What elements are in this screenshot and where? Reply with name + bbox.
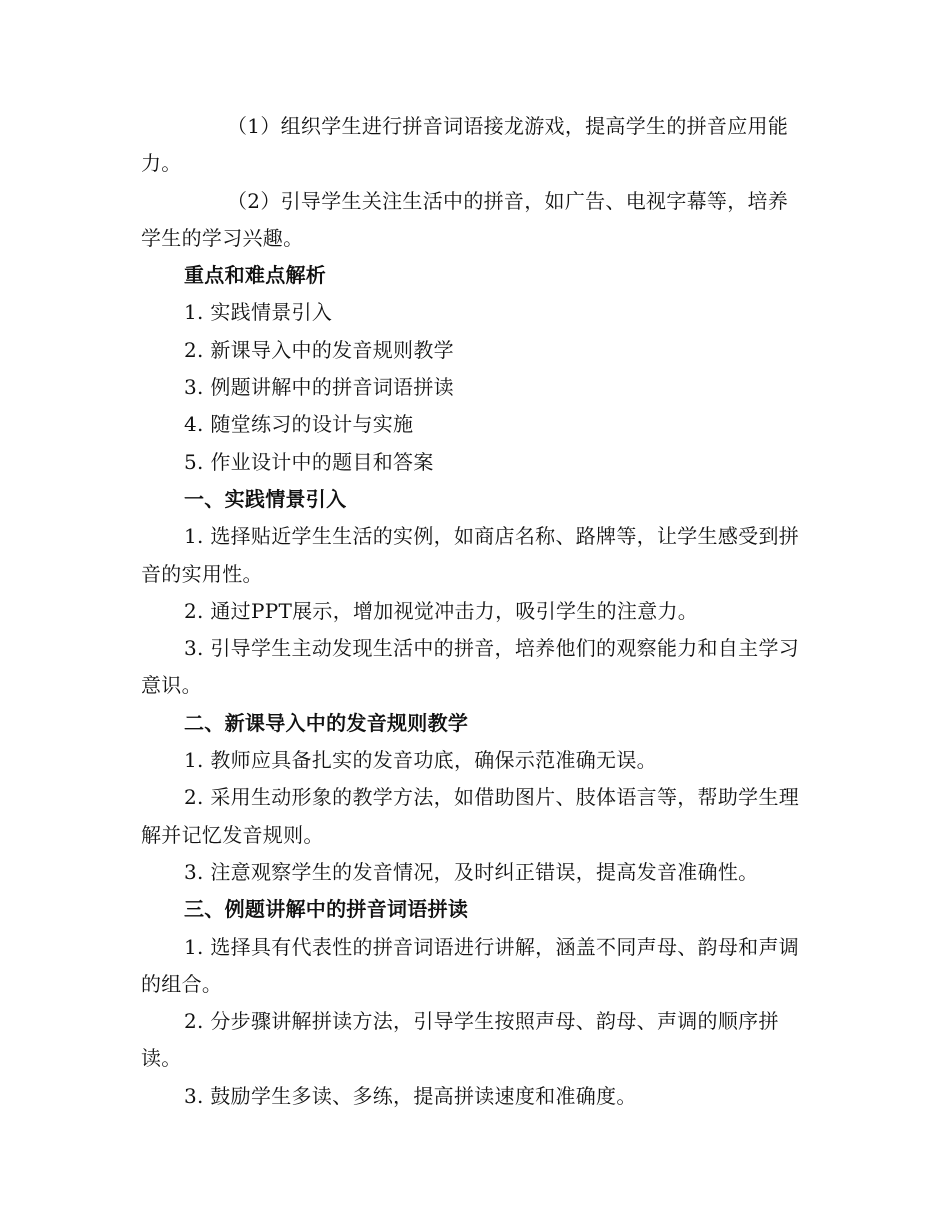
overview-heading: 重点和难点解析: [184, 263, 327, 288]
section-3-item-2: 2. 分步骤讲解拼读方法，引导学生按照声母、韵母、声调的顺序拼读。: [141, 1009, 779, 1071]
overview-item-1: 1. 实践情景引入: [184, 300, 333, 325]
section-3-item-1: 1. 选择具有代表性的拼音词语进行讲解，涵盖不同声母、韵母和声调的组合。: [141, 934, 800, 996]
overview-item-4: 4. 随堂练习的设计与实施: [184, 412, 414, 437]
section-2-item-3: 3. 注意观察学生的发音情况，及时纠正错误，提高发音准确性。: [184, 859, 759, 884]
overview-item-5: 5. 作业设计中的题目和答案: [184, 449, 434, 474]
section-1-item-1: 1. 选择贴近学生生活的实例，如商店名称、路牌等，让学生感受到拼音的实用性。: [141, 524, 800, 586]
section-1-item-3: 3. 引导学生主动发现生活中的拼音，培养他们的观察能力和自主学习意识。: [141, 636, 800, 698]
overview-item-2: 2. 新课导入中的发音规则教学: [184, 337, 454, 362]
overview-item-3: 3. 例题讲解中的拼音词语拼读: [184, 375, 454, 400]
section-1-heading: 一、实践情景引入: [184, 486, 347, 511]
section-2-heading: 二、新课导入中的发音规则教学: [184, 710, 469, 735]
section-3-item-3: 3. 鼓励学生多读、多练，提高拼读速度和准确度。: [184, 1083, 637, 1108]
intro-item-2: （2）引导学生关注生活中的拼音，如广告、电视字幕等，培养学生的学习兴趣。: [141, 188, 789, 250]
document-body: [141, 108, 805, 1115]
intro-item-1: （1）组织学生进行拼音词语接龙游戏，提高学生的拼音应用能力。: [141, 114, 789, 176]
section-1-item-2: 2. 通过PPT展示，增加视觉冲击力，吸引学生的注意力。: [184, 598, 699, 623]
section-2-item-2: 2. 采用生动形象的教学方法，如借助图片、肢体语言等，帮助学生理解并记忆发音规则。: [141, 785, 800, 847]
section-3-heading: 三、例题讲解中的拼音词语拼读: [184, 897, 469, 922]
section-2-item-1: 1. 教师应具备扎实的发音功底，确保示范准确无误。: [184, 748, 657, 773]
